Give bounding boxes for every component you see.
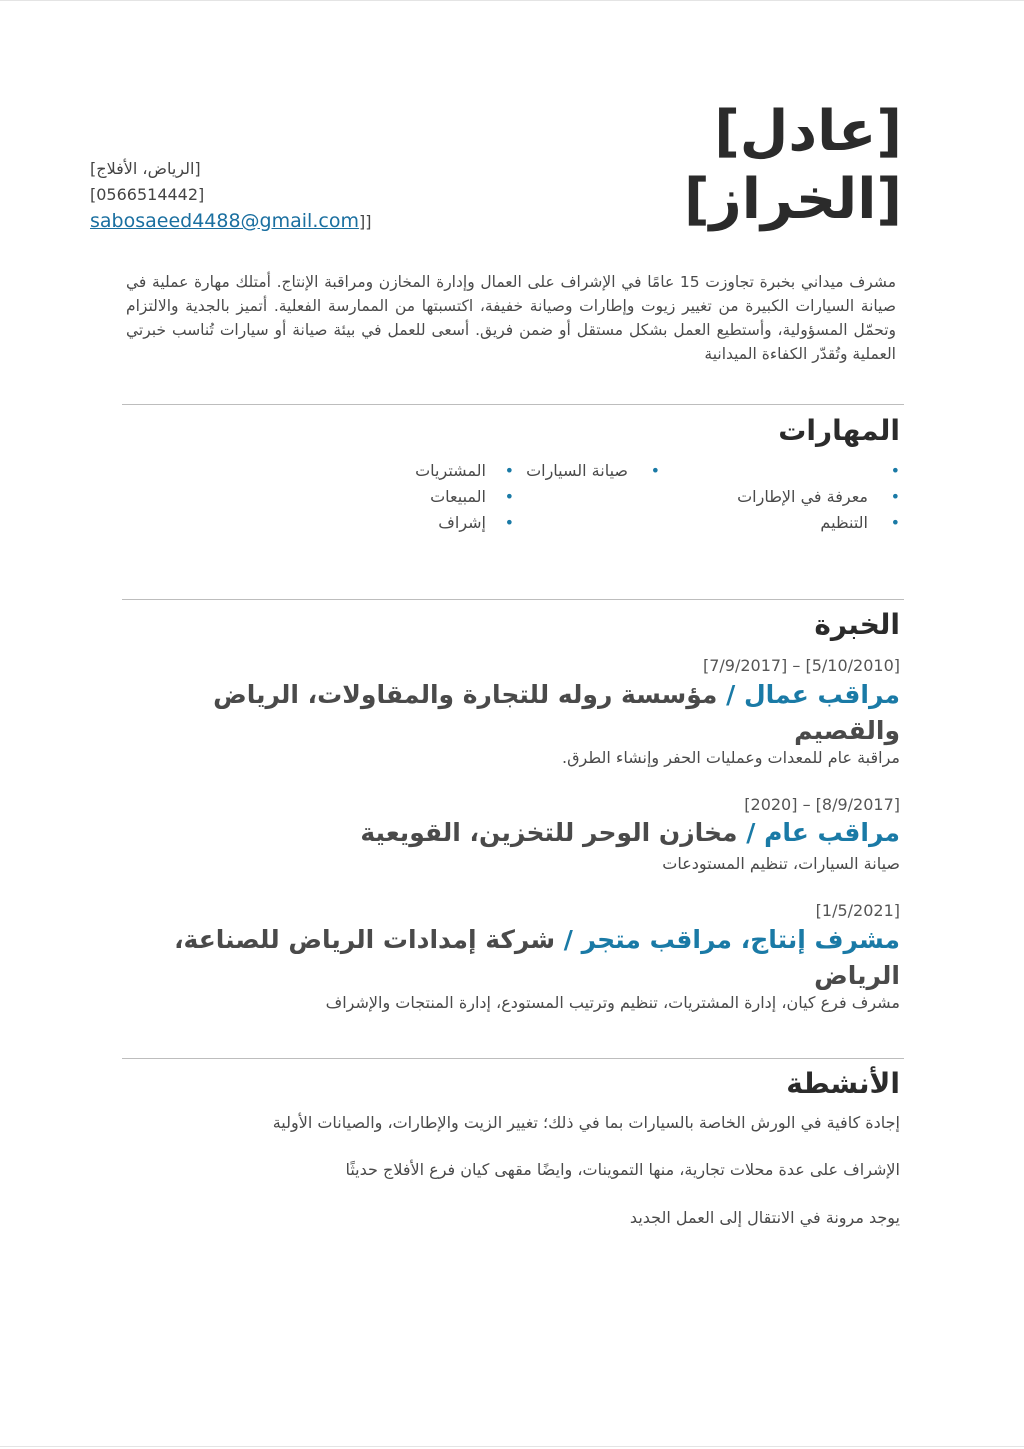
- job-separator: /: [737, 818, 756, 847]
- section-divider-skills: [122, 404, 904, 405]
- job-role: مشرف إنتاج، مراقب متجر: [581, 925, 900, 954]
- email-suffix: ]]: [358, 212, 372, 231]
- profile-summary: مشرف ميداني بخبرة تجاوزت 15 عامًا في الإشراف على العمال وإدارة المخازن ومراقبة الإنتاج. أمتلك مهارة عملية في صيانة السيارات الكبيرة من تغيير زيوت وإطارات وصيانة خفيفة، اكتسبتها من الممارسة الفعلية. أتميز بالجدية والالتزام وتحمّل المسؤولية، وأستطيع العمل بشكل مستقل أو ضمن فريق. أسعى للعمل في بيئة صيانة أو سيارات تُناسب خبرتي العملية وتُقدّر الكفاءة الميدانية: [126, 273, 896, 363]
- page-top-edge: [0, 0, 1024, 1]
- skills-title: المهارات: [778, 414, 900, 447]
- candidate-name: [482, 98, 902, 234]
- activities-title: الأنشطة: [786, 1067, 900, 1100]
- email-link[interactable]: sabosaeed4488@gmail.com: [90, 210, 359, 232]
- job-heading: [110, 922, 900, 994]
- skill-item: • المبيعات: [334, 484, 514, 510]
- skill-item: • المشتريات: [334, 458, 514, 484]
- job-description: صيانة السيارات، تنظيم المستودعات: [662, 854, 900, 873]
- skill-item: • التنظيم: [600, 510, 900, 536]
- contact-phone: [0566514442]: [90, 185, 205, 204]
- job-company: شركة إمدادات الرياض للصناعة، الرياض: [174, 925, 900, 990]
- section-divider-experience: [122, 599, 904, 600]
- name-last: [الخراز]: [683, 167, 902, 232]
- name-first: [عادل]: [714, 99, 902, 164]
- section-divider-activities: [122, 1058, 904, 1059]
- skill-item: • معرفة في الإطارات: [600, 484, 900, 510]
- job-description: مراقبة عام للمعدات وعمليات الحفر وإنشاء الطرق.: [561, 748, 900, 767]
- job-description: مشرف فرع كيان، إدارة المشتريات، تنظيم وترتيب المستودع، إدارة المنتجات والإشراف: [325, 993, 900, 1012]
- job-company: مؤسسة روله للتجارة والمقاولات، الرياض والقصيم: [213, 680, 900, 745]
- job-separator: /: [555, 925, 573, 954]
- job-role: مراقب عمال: [743, 680, 900, 709]
- skill-item: • إشراف: [334, 510, 514, 536]
- skill-item: • صيانة السيارات: [410, 458, 660, 484]
- job-heading: [110, 815, 900, 851]
- experience-title: الخبرة: [814, 608, 900, 641]
- job-company: مخازن الوحر للتخزين، القويعية: [360, 818, 738, 847]
- contact-address: [الرياض، الأفلاج]: [90, 159, 201, 178]
- job-separator: /: [717, 680, 736, 709]
- job-heading: [110, 677, 900, 749]
- activity-item: الإشراف على عدة محلات تجارية، منها التموينات، وايضًا مقهى كيان فرع الأفلاج حديثًا: [345, 1160, 900, 1179]
- skills-column-left: [334, 458, 514, 536]
- activity-item: إجادة كافية في الورش الخاصة بالسيارات بما في ذلك؛ تغيير الزيت والإطارات، والصيانات الأولية: [272, 1113, 900, 1132]
- contact-block: [90, 156, 490, 235]
- job-dates: [5/10/2010] – [7/9/2017]: [702, 656, 900, 675]
- job-role: مراقب عام: [764, 818, 900, 847]
- activity-item: يوجد مرونة في الانتقال إلى العمل الجديد: [629, 1208, 900, 1227]
- page-bottom-edge: [0, 1446, 1024, 1447]
- job-dates: [8/9/2017] – [2020]: [744, 795, 900, 814]
- job-dates: [1/5/2021]: [815, 901, 900, 920]
- contact-email-line: [90, 208, 490, 235]
